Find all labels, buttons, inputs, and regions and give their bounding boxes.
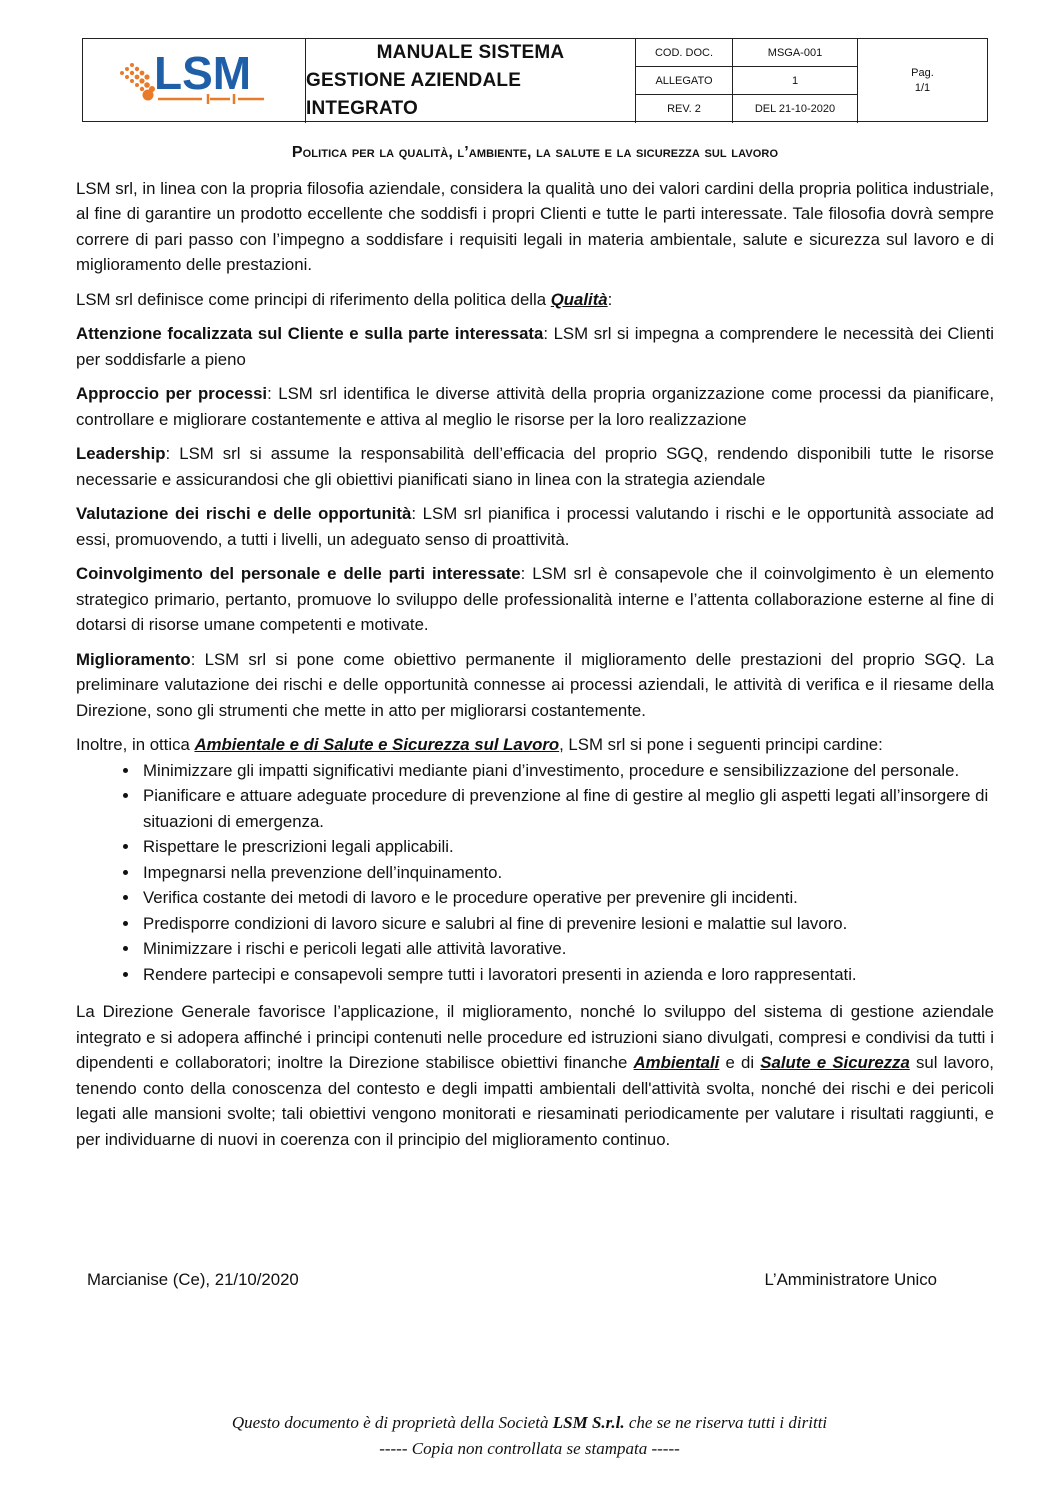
meta-value: DEL 21-10-2020 bbox=[754, 103, 836, 115]
env-intro-text: Inoltre, in ottica bbox=[76, 735, 195, 754]
quality-link: Qualità bbox=[550, 289, 608, 309]
manual-title bbox=[306, 39, 636, 123]
principle-title: Approccio per processi bbox=[76, 384, 268, 403]
lsm-logo bbox=[114, 49, 274, 113]
environmental-link: Ambientali bbox=[633, 1053, 720, 1072]
logo-dots-icon bbox=[120, 63, 155, 101]
document-body bbox=[76, 140, 994, 1161]
closing-text: e di bbox=[719, 1053, 761, 1072]
footer-text: che se ne riserva tutti i diritti bbox=[624, 1413, 828, 1432]
page-footer bbox=[0, 1410, 1059, 1462]
closing-paragraph bbox=[76, 999, 994, 1152]
principle-title: Leadership bbox=[76, 444, 166, 463]
meta-value: 1 bbox=[791, 74, 799, 87]
closing-text: sul lavoro, tenendo conto della conoscenza del contesto e degli impatti ambientali dell'attività svolta, nonché dei rischi e dei pericoli legati alle mansioni svolte; tali obiettivi vengono monitorati e riesaminati periodicamente per valutare i risultati raggiunti, e per individuarne di nuovi in coerenza con il principio del miglioramento continuo. bbox=[76, 1053, 994, 1149]
meta-row-code bbox=[636, 39, 857, 67]
page-value: 1/1 bbox=[914, 82, 931, 94]
page-number bbox=[858, 39, 987, 123]
principle-involvement bbox=[76, 561, 994, 638]
principle-text: : LSM srl si impegna a comprendere le necessità dei Clienti per soddisfarle a pieno bbox=[76, 324, 994, 369]
list-item: • Minimizzare gli impatti significativi mediante piani d’investimento, procedure e sensibilizzazione del personale. bbox=[140, 758, 994, 784]
manual-title-line2: GESTIONE AZIENDALE INTEGRATO bbox=[306, 70, 522, 119]
health-safety-link: Salute e Sicurezza bbox=[760, 1053, 910, 1072]
list-item: • Rendere partecipi e consapevoli sempre tutti i lavoratori presenti in azienda e loro rappresentati. bbox=[140, 962, 994, 988]
uncontrolled-copy-notice: ----- Copia non controllata se stampata ----- bbox=[379, 1439, 680, 1458]
ownership-notice bbox=[0, 1410, 1059, 1436]
principle-leadership bbox=[76, 441, 994, 492]
principle-text: : LSM srl si assume la responsabilità dell’efficacia del proprio SGQ, rendendo disponibili tutte le risorse necessarie e assicurandosi che gli obiettivi pianificati siano in linea con la strategia aziendale bbox=[76, 444, 994, 489]
env-intro bbox=[76, 732, 994, 758]
principles-intro-text: LSM srl definisce come principi di riferimento della politica della bbox=[76, 289, 551, 309]
list-item: • Rispettare le prescrizioni legali applicabili. bbox=[140, 834, 994, 860]
env-safety-link: Ambientale e di Salute e Sicurezza sul Lavoro bbox=[194, 735, 560, 754]
principles-intro bbox=[76, 287, 994, 313]
meta-value: MSGA-001 bbox=[767, 46, 823, 59]
principle-text: : LSM srl è consapevole che il coinvolgimento è un elemento strategico primario, pertanto, promuove lo sviluppo delle professionalità interne e l’attenta collaborazione esterne al fine di dotarsi di risorse umane competenti e motivate. bbox=[76, 564, 995, 634]
footer-text: Questo documento è di proprietà della Società bbox=[231, 1413, 553, 1432]
meta-row-attachment bbox=[636, 67, 857, 95]
doc-meta bbox=[636, 39, 858, 123]
place-date: Marcianise (Ce), 21/10/2020 bbox=[87, 1270, 299, 1289]
principles-intro-end: : bbox=[607, 289, 613, 309]
meta-row-revision bbox=[636, 95, 857, 123]
principle-text: : LSM srl identifica le diverse attività della propria organizzazione come processi da pianificare, controllare e migliorare costantemente e attiva al meglio le risorse per la loro realizzazione bbox=[76, 384, 994, 429]
logo-text: LSM bbox=[154, 49, 252, 99]
list-item: • Verifica costante dei metodi di lavoro e le procedure operative per prevenire gli incidenti. bbox=[140, 885, 994, 911]
list-item: • Predisporre condizioni di lavoro sicure e salubri al fine di prevenire lesioni e malattie sul lavoro. bbox=[140, 911, 994, 937]
page-label: Pag. bbox=[911, 67, 934, 79]
list-item: • Impegnarsi nella prevenzione dell’inquinamento. bbox=[140, 860, 994, 886]
closing-text: La Direzione Generale favorisce l’applicazione, il miglioramento, nonché lo sviluppo del sistema di gestione aziendale integrato e si adopera affinché i principi contenuti nelle procedure ed istruzioni siano divulgati, compresi e condivisi da tutti i dipendenti e collaboratori; inoltre la Direzione stabilisce obiettivi finanche bbox=[76, 1002, 994, 1072]
principles-list bbox=[76, 758, 994, 988]
principle-text: : LSM srl pianifica i processi valutando i rischi e le opportunità associate ad essi, promuovendo, a tutti i livelli, un adeguato senso di proattività. bbox=[76, 504, 994, 549]
principle-risk bbox=[76, 501, 994, 552]
principle-text: : LSM srl si pone come obiettivo permanente il miglioramento delle prestazioni del proprio SGQ. La preliminare valutazione dei rischi e delle opportunità connesse ai processi aziendali, le attività di verifica e il riesame della Direzione, sono gli strumenti che mette in atto per migliorarsi costantemente. bbox=[76, 649, 994, 720]
list-item: • Minimizzare i rischi e pericoli legati alle attività lavorative. bbox=[140, 936, 994, 962]
intro-paragraph: LSM srl, in linea con la propria filosofia aziendale, considera la qualità uno dei valori cardini della propria politica industriale, al fine di garantire un prodotto eccellente che soddisfi i propri Clienti e tutte le parti interessate. Tale filosofia dovrà sempre correre di pari passo con l’impegno a soddisfare i requisiti legali in materia ambientale, salute e sicurezza sul lavoro e di miglioramento delle prestazioni. bbox=[76, 178, 994, 274]
list-item: • Pianificare e attuare adeguate procedure di prevenzione al fine di gestire al meglio gli aspetti legati all’insorgere di situazioni di emergenza. bbox=[140, 783, 994, 834]
logo-cell bbox=[83, 39, 306, 123]
principle-title: Miglioramento bbox=[76, 649, 191, 669]
policy-title: Politica per la qualità, l’ambiente, la salute e la sicurezza sul lavoro bbox=[291, 144, 779, 161]
principle-process bbox=[76, 381, 994, 432]
meta-label: COD. DOC. bbox=[636, 39, 733, 66]
meta-label: REV. 2 bbox=[636, 95, 733, 123]
principle-title: Coinvolgimento del personale e delle parti interessate bbox=[76, 564, 521, 583]
footer-company: LSM S.r.l. bbox=[552, 1413, 625, 1432]
principle-improvement bbox=[76, 647, 994, 724]
manual-title-line1: MANUALE SISTEMA bbox=[376, 42, 565, 63]
principle-title: Valutazione dei rischi e delle opportunità bbox=[76, 504, 412, 523]
principle-customer bbox=[76, 321, 994, 372]
signature-block bbox=[87, 1270, 937, 1290]
document-header bbox=[82, 38, 988, 122]
principle-title: Attenzione focalizzata sul Cliente e sulla parte interessata bbox=[76, 324, 544, 343]
signatory: L’Amministratore Unico bbox=[764, 1270, 937, 1289]
meta-label: ALLEGATO bbox=[636, 67, 733, 94]
env-intro-end: , LSM srl si pone i seguenti principi cardine: bbox=[559, 735, 883, 754]
